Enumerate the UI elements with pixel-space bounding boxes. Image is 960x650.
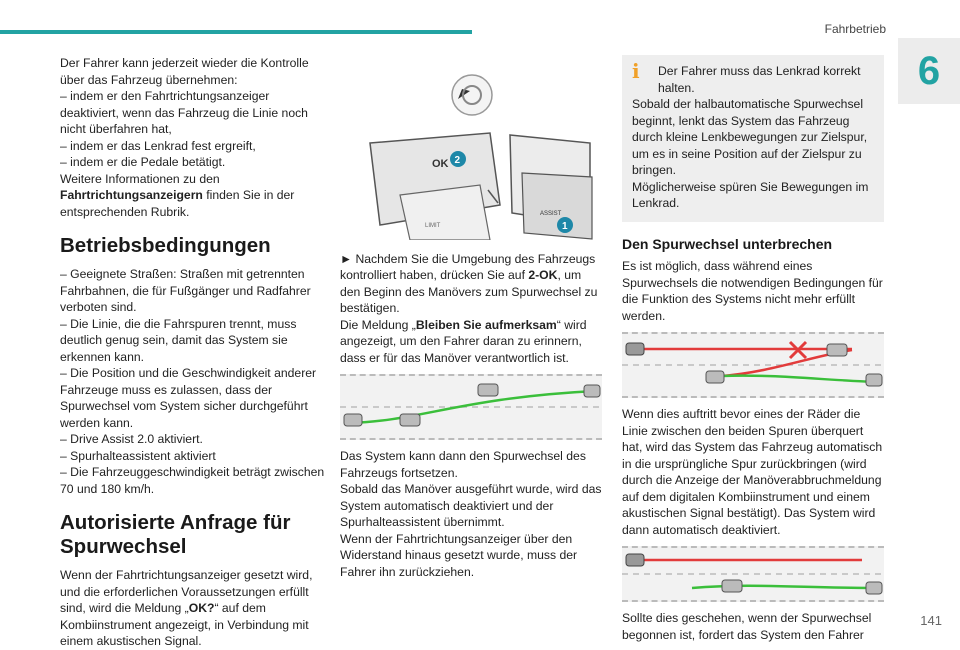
deactivate-paragraph: Sobald das Manöver ausgeführt wurde, wird das System automatisch deaktiviert und der Spurhalteassistent übernimmt. — [340, 482, 602, 529]
abort-paragraph: Wenn dies auftritt bevor eines der Räder die Linie zwischen den beiden Spuren überquert hat, wird das System das Fahrzeug automatisch in die ursprüngliche Spur zurückbringen (wird durch die Anzeige der Manöverabbruchmeldung auf dem digitalen Kombiinstrument und einem akustischen Signal bestätigt). Das System wird dann automatisch deaktiviert. — [622, 407, 883, 537]
info-text: Sobald der halbautomatische Spurwechsel beginnt, lenkt das System das Fahrzeug durch kleine Lenkbewegungen zur Zielspur, um es in seine Position auf der Zielspur zu bringen. — [632, 97, 868, 177]
column-3 — [622, 55, 884, 643]
intro-text: Der Fahrer kann jederzeit wieder die Kontrolle über das Fahrzeug übernehmen: — [60, 56, 309, 87]
indicator-paragraph: Wenn der Fahrtrichtungsanzeiger über den Widerstand hinaus gesetzt wurde, muss der Fahrer ihn zurückziehen. — [340, 531, 578, 579]
heading-operating-conditions: Betriebsbedingungen — [60, 234, 271, 257]
page-number: 141 — [920, 613, 942, 628]
info-icon: i — [632, 59, 640, 83]
continue-paragraph: Das System kann dann den Spurwechsel des Fahrzeugs fortsetzen. — [340, 449, 586, 480]
header-accent-bar — [0, 30, 472, 34]
info-text: Möglicherweise spüren Sie Bewegungen im Lenkrad. — [632, 179, 869, 210]
condition-item: – Die Fahrzeuggeschwindigkeit beträgt zwischen 70 und 180 km/h. — [60, 465, 325, 496]
list-item: – indem er das Lenkrad fest ergreift, — [60, 138, 256, 153]
message-paragraph: Die Meldung „Bleiben Sie aufmerksam“ wird angezeigt, um den Fahrer daran zu erinnern, dass er für das Manöver verantwortlich ist. — [340, 317, 587, 365]
info-box — [622, 55, 884, 222]
condition-item: – Die Linie, die die Fahrspuren trennt, muss deutlich genug sein, damit das System sie erkennen kann. — [60, 316, 297, 364]
column-1 — [60, 55, 328, 650]
interrupt-paragraph: Es ist möglich, dass während eines Spurwechsels die notwendigen Bedingungen für die Funktion des Systems nicht mehr erfüllt werden. — [622, 259, 883, 323]
badge-1: 1 — [562, 221, 568, 232]
return-paragraph: Sollte dies geschehen, wenn der Spurwechsel begonnen ist, fordert das System den Fahrer — [622, 611, 872, 642]
heading-authorized-request: Autorisierte Anfrage für Spurwechsel — [60, 511, 291, 558]
condition-item: – Spurhalteassistent aktiviert — [60, 448, 216, 463]
ok-label: OK — [432, 158, 449, 170]
lane-change-return-illustration — [622, 546, 884, 602]
list-item: – indem er den Fahrtrichtungsanzeiger deaktiviert, wenn das Fahrzeug die Linie noch nicht überfahren hat, — [60, 89, 308, 136]
instruction-paragraph: ► Nachdem Sie die Umgebung des Fahrzeugs kontrolliert haben, drücken Sie auf 2-OK, um den Beginn des Manövers zum Spurwechsel zu bestätigen. — [340, 251, 598, 315]
assist-label: ASSIST — [540, 211, 562, 217]
condition-item: – Die Position und die Geschwindigkeit anderer Fahrzeuge muss es zulassen, dass der Spurwechsel vom System sicher durchgeführt werden kann. — [60, 366, 317, 430]
badge-2: 2 — [454, 155, 461, 166]
condition-item: – Geeignete Straßen: Straßen mit getrennten Fahrbahnen, die für Fußgänger und Radfahrer verboten sind. — [60, 267, 311, 314]
section-title: Fahrbetrieb — [824, 22, 886, 36]
more-info-text: Weitere Informationen zu den Fahrtrichtungsanzeigern finden Sie in der entsprechenden Rubrik. — [60, 171, 295, 219]
steering-wheel-controls-illustration — [340, 55, 602, 240]
chapter-number: 6 — [898, 38, 960, 104]
info-text: Der Fahrer muss das Lenkrad korrekt halten. — [658, 64, 861, 95]
request-paragraph: Wenn der Fahrtrichtungsanzeiger gesetzt wird, und die erforderlichen Voraussetzungen erfüllt sind, wird die Meldung „OK?“ auf dem Kombiinstrument angezeigt, in Verbindung mit einem akustischen Signal. — [60, 568, 313, 648]
list-item: – indem er die Pedale betätigt. — [60, 155, 226, 169]
condition-item: – Drive Assist 2.0 aktiviert. — [60, 432, 203, 446]
heading-interrupt: Den Spurwechsel unterbrechen — [622, 235, 833, 252]
limit-label: LIMIT — [425, 223, 441, 229]
lane-change-abort-illustration — [622, 332, 884, 398]
lane-change-illustration — [340, 374, 602, 440]
column-2 — [340, 55, 602, 580]
